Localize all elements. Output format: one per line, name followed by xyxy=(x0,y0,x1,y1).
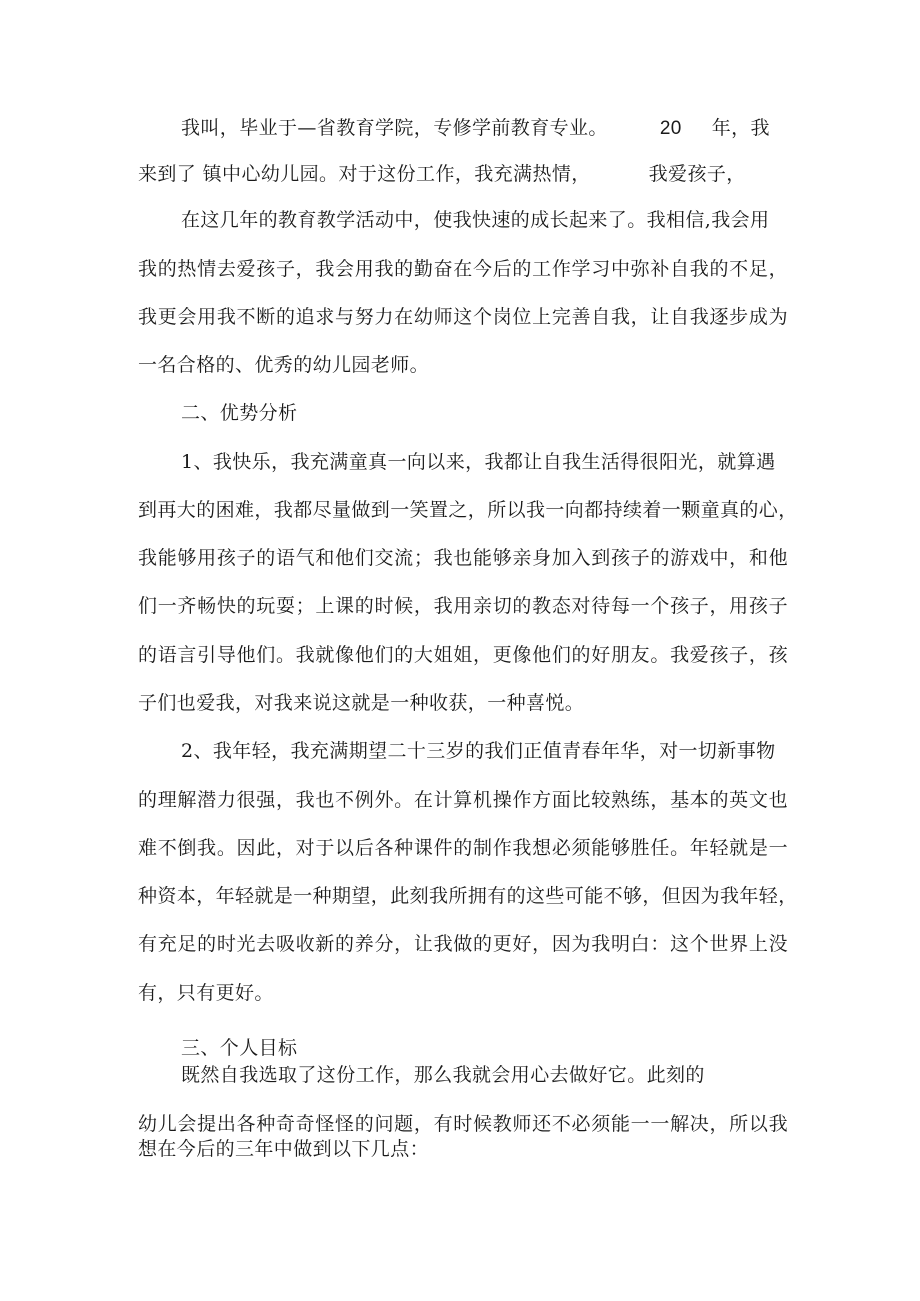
intro-year: 20 xyxy=(659,118,682,139)
point2-line-5: 有充足的时光去吸收新的养分，让我做的更好，因为我明白：这个世界上没 xyxy=(138,933,788,955)
section3-heading: 三、个人目标 xyxy=(181,1037,298,1059)
intro-line-2 xyxy=(138,162,746,186)
point2-line-4: 种资本，年轻就是一种期望，此刻我所拥有的这些可能不够，但因为我年轻， xyxy=(138,885,798,907)
para1-line-4: 一名合格的、优秀的幼儿园老师。 xyxy=(138,354,430,376)
section3-line-3: 想在今后的三年中做到以下几点： xyxy=(138,1138,430,1160)
intro-line-1 xyxy=(181,116,770,141)
section2-heading: 二、优势分析 xyxy=(181,402,298,424)
point1-line-3: 我能够用孩子的语气和他们交流；我也能够亲身加入到孩子的游戏中，和他 xyxy=(138,547,788,569)
point1-line-5: 的语言引导他们。我就像他们的大姐姐，更像他们的好朋友。我爱孩子，孩 xyxy=(138,644,788,666)
point2-line-1: 2、我年轻，我充满期望二十三岁的我们正值青春年华，对一切新事物 xyxy=(181,740,776,762)
para1-line-3: 我更会用我不断的追求与努力在幼师这个岗位上完善自我，让自我逐步成为 xyxy=(138,306,788,328)
point1-line-4: 们一齐畅快的玩耍；上课的时候，我用亲切的教态对待每一个孩子，用孩子 xyxy=(138,595,788,617)
point2-line-3: 难不倒我。因此，对于以后各种课件的制作我想必须能够胜任。年轻就是一 xyxy=(138,837,788,859)
section3-line-1: 既然自我选取了这份工作，那么我就会用心去做好它。此刻的 xyxy=(181,1064,705,1086)
point1-line-2: 到再大的困难，我都尽量做到一笑置之，所以我一向都持续着一颗童真的心， xyxy=(138,499,798,521)
point1-line-6: 子们也爱我，对我来说这就是一种收获，一种喜悦。 xyxy=(138,692,585,714)
section3-line-2: 幼儿会提出各种奇奇怪怪的问题，有时候教师还不必须能一一解决，所以我 xyxy=(138,1113,788,1135)
intro-line-2-text: 来到了 镇中心幼儿园。对于这份工作，我充满热情， xyxy=(138,163,591,185)
para1-line-2: 我的热情去爱孩子，我会用我的勤奋在今后的工作学习中弥补自我的不足， xyxy=(138,258,788,280)
intro-line-1-tail: 年，我 xyxy=(711,117,770,139)
intro-line-1-text: 我叫，毕业于—省教育学院，专修学前教育专业。 xyxy=(181,117,608,139)
intro-line-2-tail: 我爱孩子， xyxy=(648,163,746,185)
para1-line-1: 在这几年的教育教学活动中，使我快速的成长起来了。我相信,我会用 xyxy=(181,209,770,231)
point2-line-6: 有，只有更好。 xyxy=(138,982,274,1004)
point1-line-1: 1、我快乐，我充满童真一向以来，我都让自我生活得很阳光，就算遇 xyxy=(181,451,776,473)
point2-line-2: 的理解潜力很强，我也不例外。在计算机操作方面比较熟练，基本的英文也 xyxy=(138,789,788,811)
